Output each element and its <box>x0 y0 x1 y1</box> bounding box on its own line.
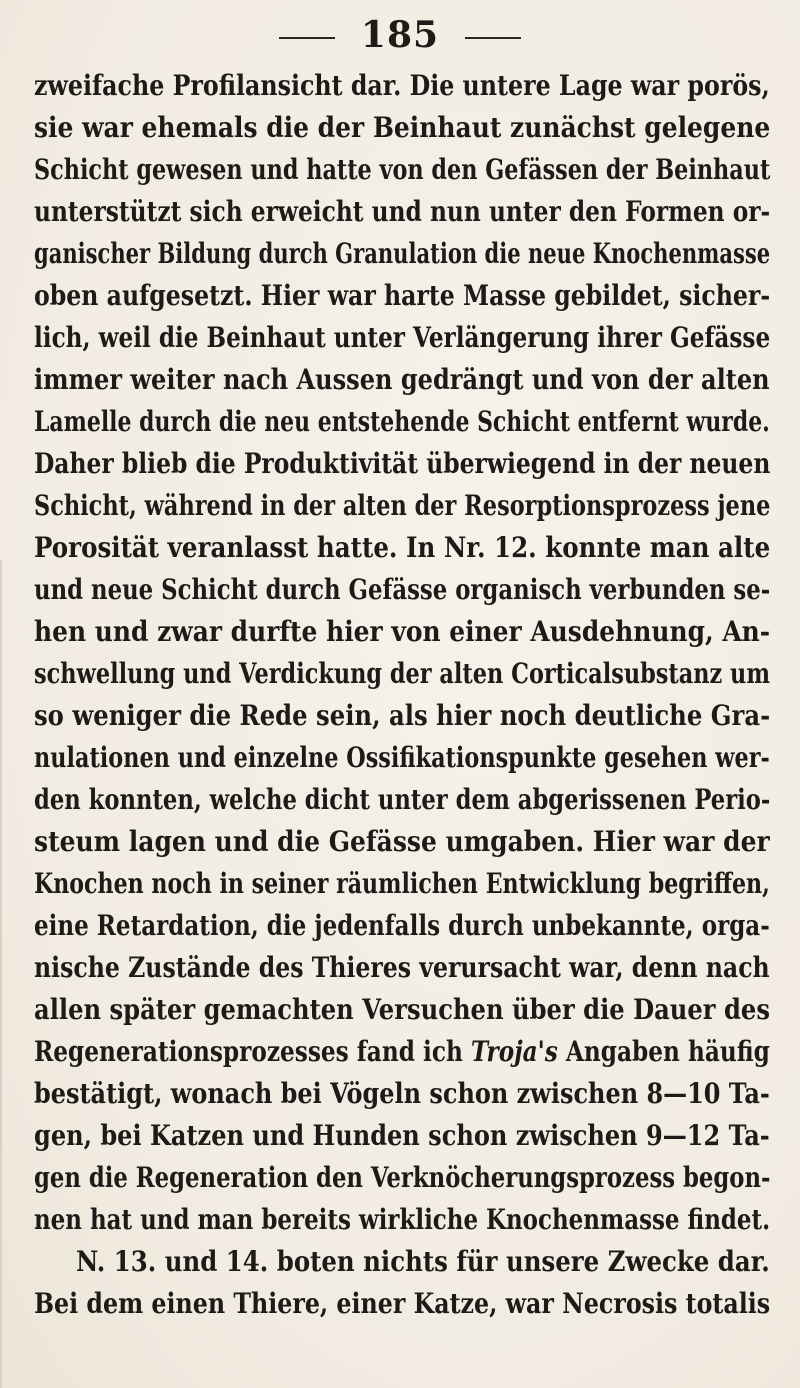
text-line-3: Schicht gewesen und hatte von den Gefässen der Beinhaut <box>34 153 771 186</box>
text-line-28: nen hat und man bereits wirkliche Knochenmasse findet. <box>34 1203 771 1236</box>
text-line-26: gen, bei Katzen und Hunden schon zwischen 9—12 Ta- <box>34 1119 770 1152</box>
text-line-18: den konnten, welche dicht unter dem abgerissenen Perio- <box>34 783 771 816</box>
text-line-17: nulationen und einzelne Ossifikationspunkte gesehen wer- <box>34 741 770 774</box>
text-line-24 <box>34 1030 770 1074</box>
page-edge-shadow <box>0 560 2 1388</box>
text-line-7: lich, weil die Beinhaut unter Verlängerung ihrer Gefässe <box>34 321 771 354</box>
text-line-30: Bei dem einen Thiere, einer Katze, war Necrosis totalis <box>34 1287 771 1320</box>
text-line-5: ganischer Bildung durch Granulation die neue Knochenmasse <box>34 237 771 270</box>
text-line-24-after: Angaben häufig <box>557 1035 770 1068</box>
text-line-14: hen und zwar durfte hier von einer Ausdehnung, An- <box>34 615 771 648</box>
text-line-15: schwellung und Verdickung der alten Corticalsubstanz um <box>34 657 771 690</box>
text-line-24-before: Regenerationsprozesses fand ich <box>34 1035 471 1068</box>
text-line-29: N. 13. und 14. boten nichts für unsere Zwecke dar. <box>76 1245 770 1278</box>
text-line-25: bestätigt, wonach bei Vögeln schon zwischen 8—10 Ta- <box>34 1077 770 1110</box>
text-line-1: zweifache Profilansicht dar. Die untere Lage war porös, <box>34 69 770 102</box>
text-line-13: und neue Schicht durch Gefässe organisch verbunden se- <box>34 573 771 606</box>
text-line-10: Daher blieb die Produktivität überwiegend in der neuen <box>34 447 771 480</box>
text-line-22: nische Zustände des Thieres verursacht war, denn nach <box>34 951 770 984</box>
text-line-16: so weniger die Rede sein, als hier noch deutliche Gra- <box>34 699 771 732</box>
text-line-2: sie war ehemals die der Beinhaut zunächst gelegene <box>34 111 771 144</box>
text-line-23: allen später gemachten Versuchen über die Dauer des <box>34 993 770 1026</box>
text-line-21: eine Retardation, die jedenfalls durch unbekannte, orga- <box>34 909 770 942</box>
header-rule-left <box>279 37 335 39</box>
text-line-12: Porosität veranlasst hatte. In Nr. 12. konnte man alte <box>34 531 771 564</box>
text-line-4: unterstützt sich erweicht und nun unter den Formen or- <box>34 195 771 228</box>
text-line-8: immer weiter nach Aussen gedrängt und von der alten <box>34 363 770 396</box>
page-header <box>0 10 800 60</box>
text-line-11: Schicht, während in der alten der Resorptionsprozess jene <box>34 489 771 522</box>
text-line-27: gen die Regeneration den Verknöcherungsprozess begon- <box>34 1161 771 1194</box>
text-line-6: oben aufgesetzt. Hier war harte Masse gebildet, sicher- <box>34 279 771 312</box>
text-line-20: Knochen noch in seiner räumlichen Entwicklung begriffen, <box>34 867 770 900</box>
header-rule-right <box>465 37 521 39</box>
author-name-italic: Troja's <box>470 1035 558 1068</box>
text-line-9: Lamelle durch die neu entstehende Schicht entfernt wurde. <box>34 405 770 438</box>
text-line-19: steum lagen und die Gefässe umgaben. Hier war der <box>34 825 770 858</box>
page-number: 185 <box>360 14 440 56</box>
